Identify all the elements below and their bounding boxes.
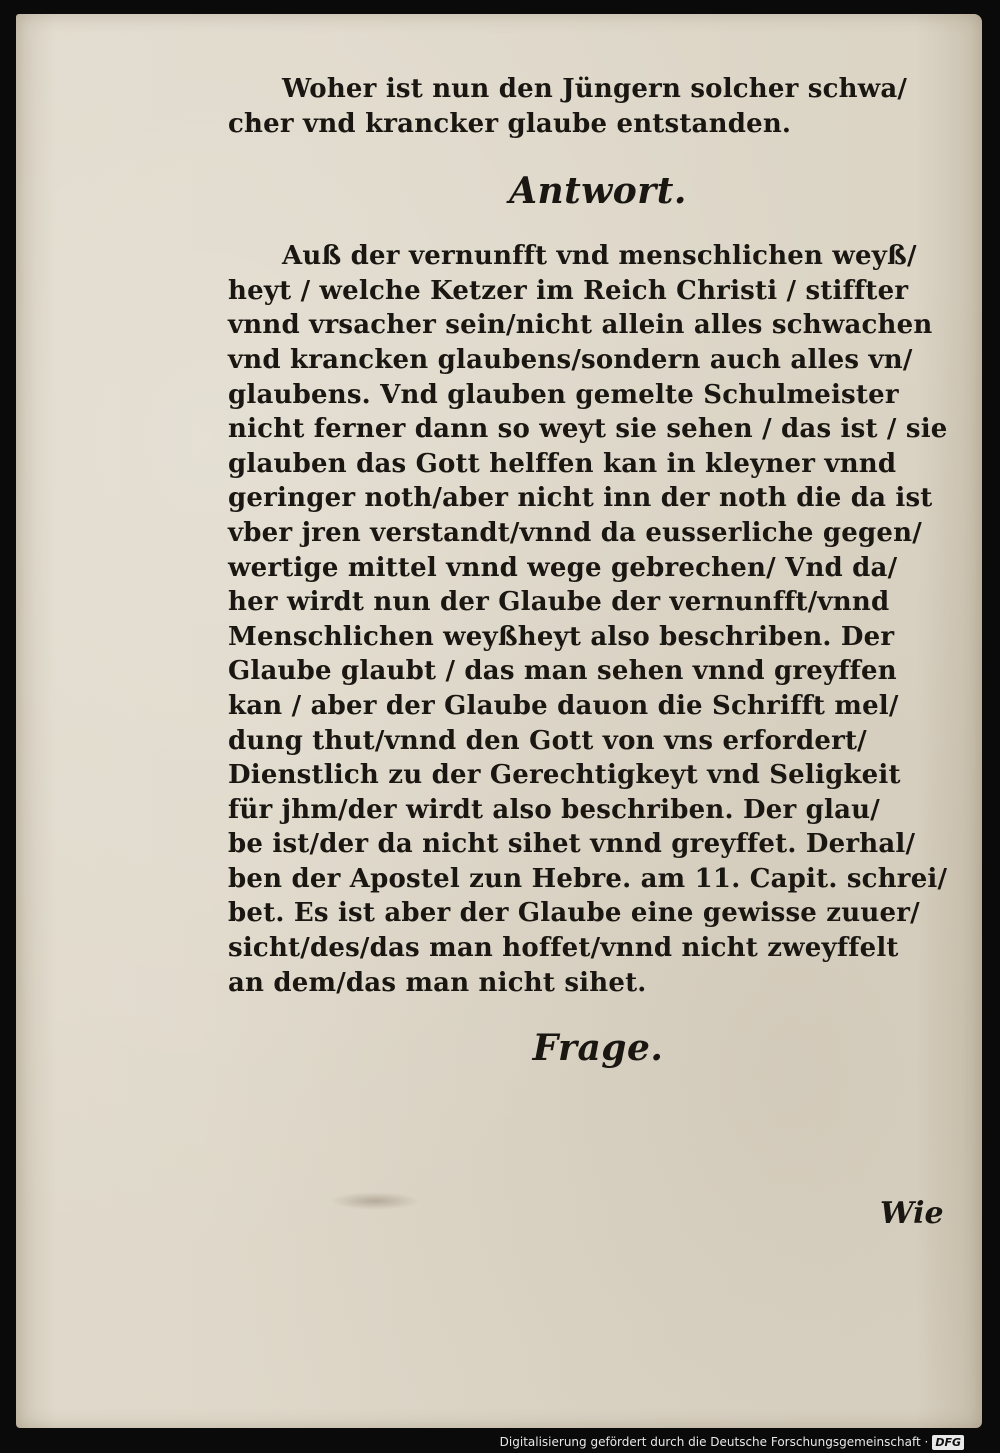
answer-line: be ist/der da nicht sihet vnnd greyffet. Derhal/ [228,829,916,860]
answer-line: für jhm/der wirdt also beschriben. Der glau/ [228,794,880,825]
answer-line: glauben das Gott helffen kan in kleyner vnnd [228,448,897,479]
answer-line: ben der Apostel zun Hebre. am 11. Capit. schrei/ [228,863,948,894]
answer-line: Auß der vernunfft vnd menschlichen weyß/ [282,241,917,272]
answer-line: an dem/das man nicht sihet. [228,967,647,998]
answer-line: heyt / welche Ketzer im Reich Christi / stiffter [228,275,909,306]
answer-line: Menschlichen weyßheyt also beschriben. Der [228,621,895,652]
answer-line: vnnd vrsacher sein/nicht allein alles schwachen [228,310,933,341]
answer-line: vnd krancken glaubens/sondern auch alles vn/ [228,344,913,375]
answer-line: bet. Es ist aber der Glaube eine gewisse zuuer/ [228,898,920,929]
catchword: Wie [880,1196,944,1231]
footer-credit: Digitalisierung gefördert durch die Deutsche Forschungsgemeinschaft · [499,1435,929,1449]
intro-line: Woher ist nun den Jüngern solcher schwa/ [282,74,908,104]
page-text [228,72,968,1068]
answer-line: sicht/des/das man hoffet/vnnd nicht zweyffelt [228,933,899,964]
answer-line: glaubens. Vnd glauben gemelte Schulmeister [228,379,899,410]
answer-line: Dienstlich zu der Gerechtigkeyt vnd Seligkeit [228,760,901,791]
heading-question: Frage. [532,1027,664,1070]
paper-stain [330,1192,420,1210]
answer-line: dung thut/vnnd den Gott von vns erfordert/ [228,725,867,756]
dfg-logo-icon: DFG [932,1435,964,1450]
answer-line: kan / aber der Glaube dauon die Schrifft mel/ [228,690,899,721]
answer-line: wertige mittel vnnd wege gebrechen/ Vnd da/ [228,552,898,583]
digitization-footer [500,1432,964,1452]
answer-line: her wirdt nun der Glaube der vernunfft/vnnd [228,587,890,618]
answer-line: nicht ferner dann so weyt sie sehen / das ist / sie [228,414,948,445]
answer-line: Glaube glaubt / das man sehen vnnd greyffen [228,656,897,687]
intro-line: cher vnd krancker glaube entstanden. [228,108,792,139]
answer-line: vber jren verstandt/vnnd da eusserliche gegen/ [228,517,922,548]
heading-answer: Antwort. [509,170,687,213]
answer-line: geringer noth/aber nicht inn der noth die da ist [228,483,933,514]
